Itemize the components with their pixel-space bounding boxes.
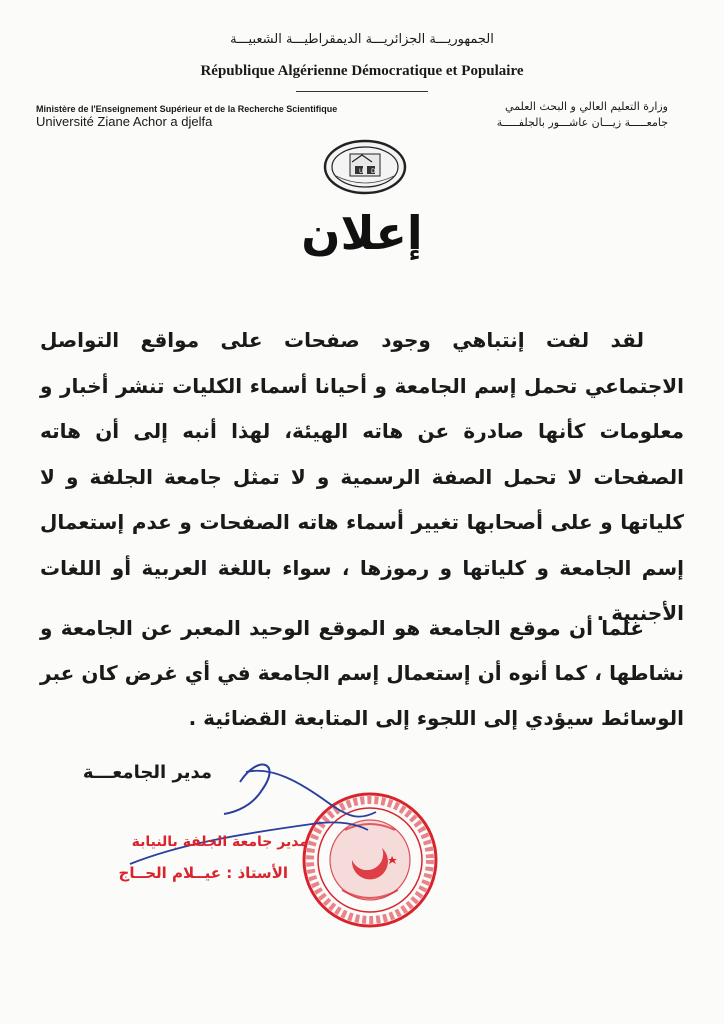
republic-name-arabic: الجمهوريـــة الجزائريـــة الديمقراطيـــة الشعبيـــة	[230, 32, 494, 47]
university-name-arabic: جامعـــــة زيـــان عاشـــور بالجلفـــــة	[496, 116, 668, 129]
ministry-name-arabic: وزارة التعليم العالي و البحث العلمي	[505, 100, 668, 113]
announcement-title: إعلان	[301, 206, 423, 260]
stamp-signer-role: مدير جامعة الجلفة بالنيابة	[131, 834, 308, 850]
university-name-french: Université Ziane Achor a djelfa	[36, 114, 213, 129]
svg-text:U: U	[359, 168, 364, 175]
signer-title: مدير الجامعـــة	[82, 762, 212, 783]
announcement-paragraph-2: علما أن موقع الجامعة هو الموقع الوحيد المعبر عن الجامعة و نشاطها ، كما أنوه أن إستعمال إسم الجامعة في أي غرض كان عبر الوسائط سيؤدي إلى اللجوء إلى المتابعة القضائية .	[40, 616, 684, 730]
announcement-paragraph-1: لقد لفت إنتباهي وجود صفحات على مواقع التواصل الاجتماعي تحمل إسم الجامعة و أحيانا أسماء الكليات تنشر أخبار و معلومات كأنها صادرة عن هاته الهيئة، لهذا أنبه إلى أن هاته الصفحات لا تحمل الصفة الرسمية و لا تمثل جامعة الجلفة و لا كلياتها و على أصحابها تغيير أسماء هاته الصفحات و عدم إستعمال إسم الجامعة و كلياتها و رموزها ، سواء باللغة العربية أو اللغات الأجنبية .	[40, 328, 684, 625]
stamp-signer-name: الأستاذ : عيــلام الحــاج	[118, 864, 288, 882]
stamp-and-signature	[0, 760, 724, 940]
republic-name-french: République Algérienne Démocratique et Populaire	[200, 63, 524, 79]
header-divider	[296, 91, 428, 92]
svg-text:D: D	[371, 168, 376, 175]
ministry-name-french: Ministère de l'Enseignement Supérieur et de la Recherche Scientifique	[36, 104, 338, 114]
university-seal-icon	[322, 138, 408, 196]
